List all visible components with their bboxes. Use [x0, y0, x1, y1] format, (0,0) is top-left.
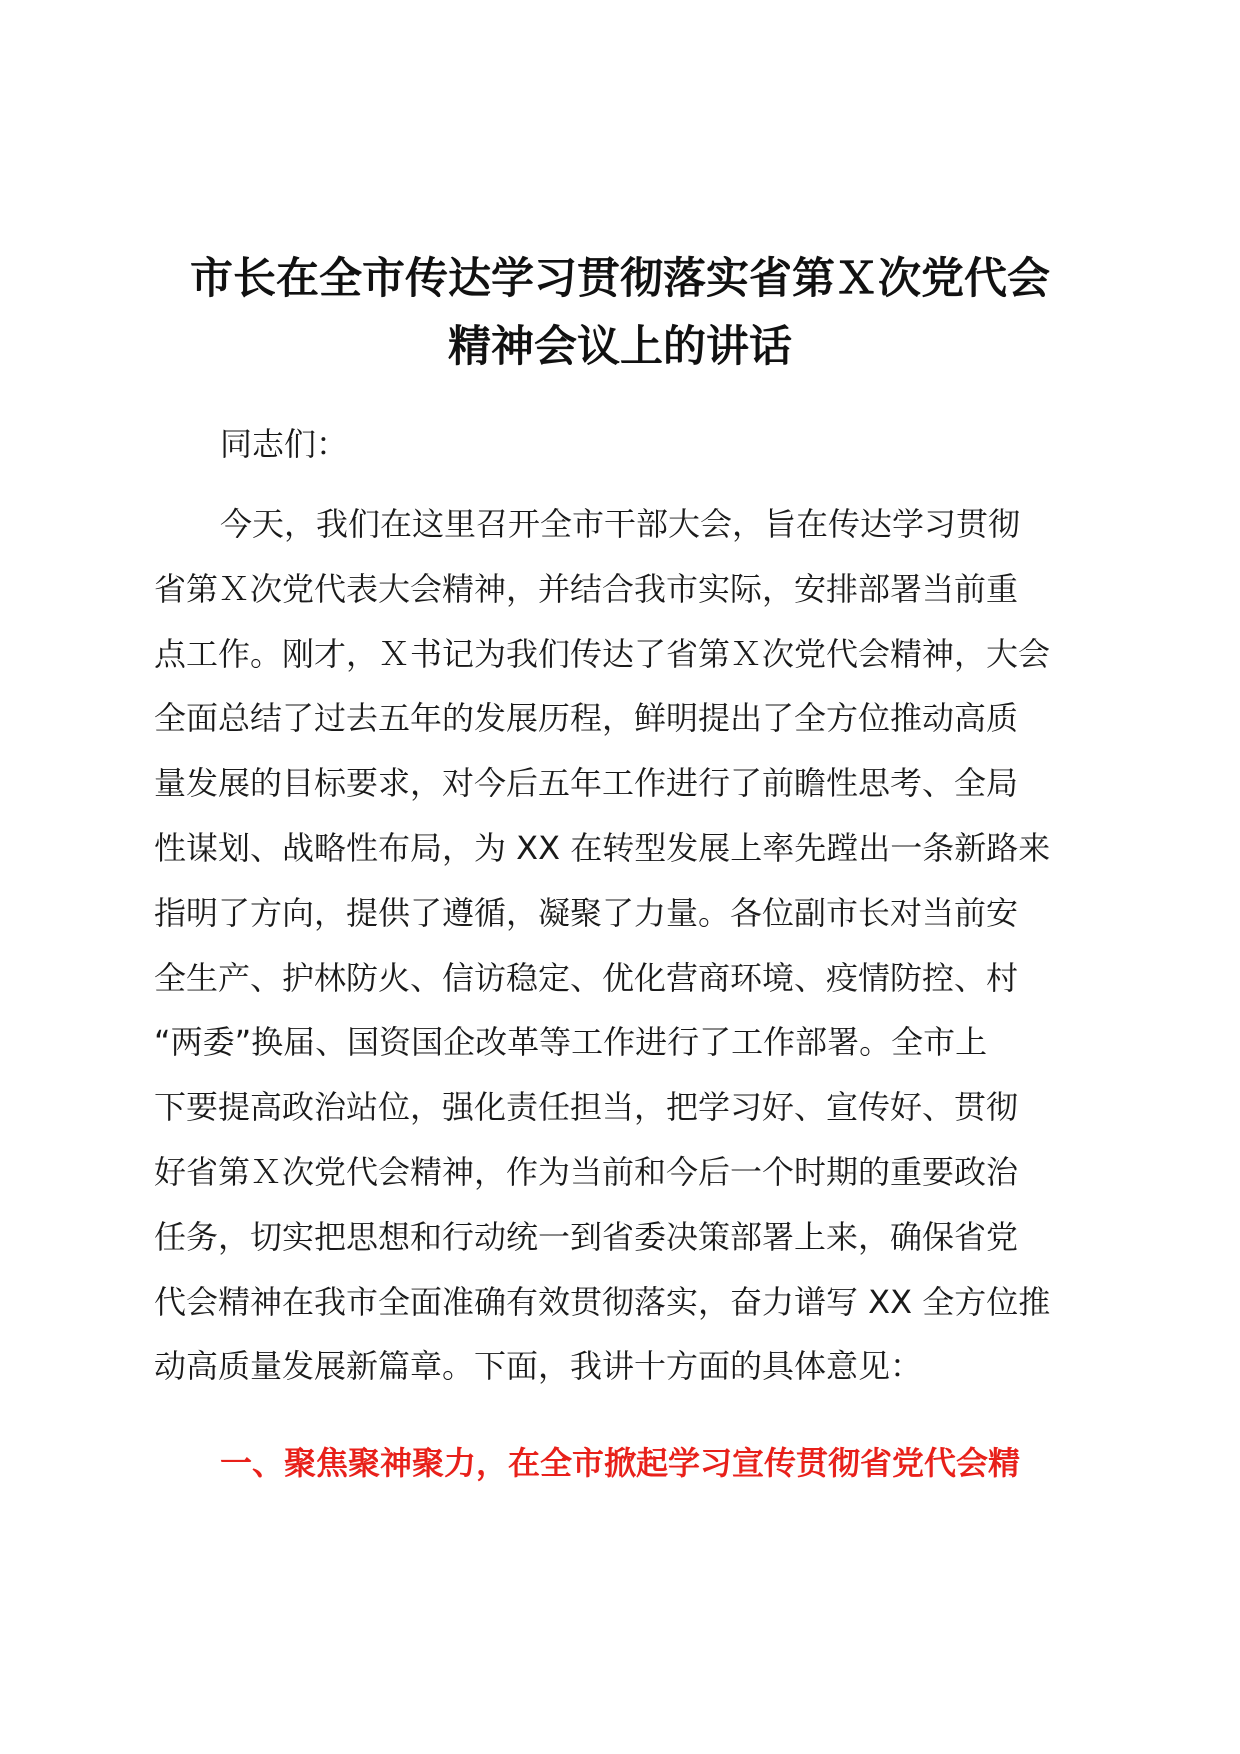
paragraph-line: 代会精神在我市全面准确有效贯彻落实，奋力谱写 XX 全方位推 — [154, 1282, 1051, 1321]
document-title — [150, 245, 1090, 381]
paragraph-line: 任务，切实把思想和行动统一到省委决策部署上来，确保省党 — [154, 1217, 1019, 1256]
paragraph-line: “两委”换届、国资国企改革等工作进行了工作部署。全市上 — [154, 1023, 988, 1062]
paragraph-line: 好省第Ｘ次党代会精神，作为当前和今后一个时期的重要政治 — [154, 1152, 1019, 1191]
opening-paragraph — [154, 492, 1086, 1399]
title-line-1: 市长在全市传达学习贯彻落实省第Ｘ次党代会 — [190, 254, 1050, 304]
paragraph-line: 量发展的目标要求，对今后五年工作进行了前瞻性思考、全局 — [154, 764, 1019, 803]
title-line-2: 精神会议上的讲话 — [448, 322, 792, 372]
paragraph-line: 点工作。刚才，Ｘ书记为我们传达了省第Ｘ次党代会精神，大会 — [154, 634, 1051, 673]
paragraph-line: 动高质量发展新篇章。下面，我讲十方面的具体意见： — [154, 1347, 923, 1386]
paragraph-line: 今天，我们在这里召开全市干部大会，旨在传达学习贯彻 — [220, 505, 1021, 543]
paragraph-line: 全面总结了过去五年的发展历程，鲜明提出了全方位推动高质 — [154, 699, 1019, 738]
section-heading: 一、聚焦聚神聚力，在全市掀起学习宣传贯彻省党代会精 — [220, 1444, 1021, 1482]
salutation: 同志们： — [220, 425, 349, 463]
paragraph-line: 全生产、护林防火、信访稳定、优化营商环境、疫情防控、村 — [154, 958, 1019, 997]
paragraph-line: 指明了方向，提供了遵循，凝聚了力量。各位副市长对当前安 — [154, 893, 1019, 932]
paragraph-line: 省第Ｘ次党代表大会精神，并结合我市实际，安排部署当前重 — [154, 569, 1019, 608]
paragraph-line: 性谋划、战略性布局，为 XX 在转型发展上率先蹚出一条新路来 — [154, 828, 1051, 867]
paragraph-line: 下要提高政治站位，强化责任担当，把学习好、宣传好、贯彻 — [154, 1088, 1019, 1127]
